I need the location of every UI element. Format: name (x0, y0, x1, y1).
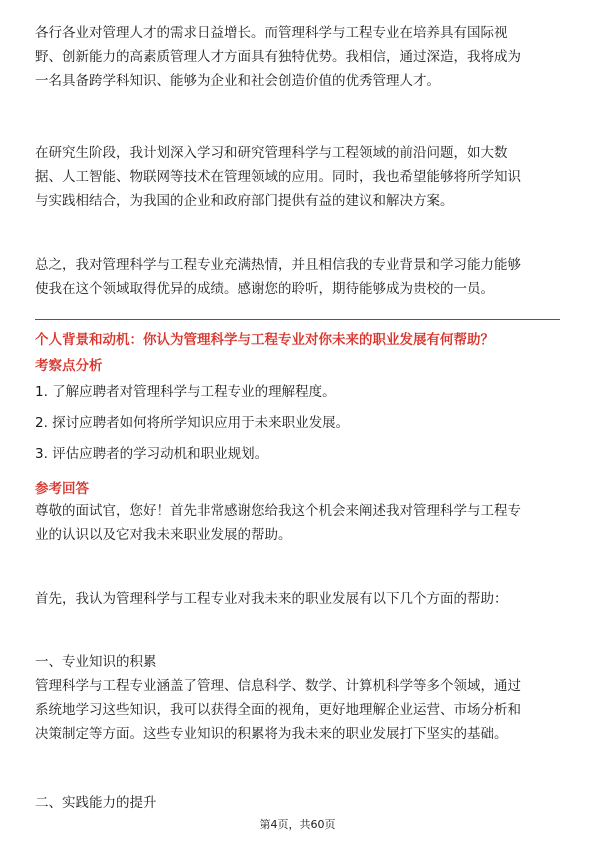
analysis-list (35, 380, 562, 466)
list-item: 3. 评估应聘者的学习动机和职业规划。 (35, 446, 269, 462)
text-line: 与实践相结合，为我国的企业和政府部门提供有益的建议和解决方案。 (35, 193, 454, 209)
section-1-paragraph (35, 674, 562, 746)
text-line: 总之，我对管理科学与工程专业充满热情，并且相信我的专业背景和学习能力能够 (35, 257, 521, 273)
answer-paragraph-1 (35, 499, 562, 547)
text-line: 在研究生阶段，我计划深入学习和研究管理科学与工程领域的前沿问题，如大数 (35, 145, 508, 161)
text-line: 系统地学习这些知识，我可以获得全面的视角，更好地理解企业运营、市场分析和 (35, 702, 521, 718)
page-number: 第4页，共60页 (259, 818, 336, 831)
answer-paragraph-2: 首先，我认为管理科学与工程专业对我未来的职业发展有以下几个方面的帮助： (35, 591, 508, 607)
text-line: 尊敬的面试官，您好！首先非常感谢您给我这个机会来阐述我对管理科学与工程专 (35, 503, 521, 519)
text-line: 据、人工智能、物联网等技术在管理领域的应用。同时，我也希望能够将所学知识 (35, 169, 521, 185)
section-2-heading: 二、实践能力的提升 (35, 795, 157, 811)
intro-paragraph-2 (35, 141, 562, 213)
text-line: 一名具备跨学科知识、能够为企业和社会创造价值的优秀管理人才。 (35, 73, 440, 89)
list-item: 2. 探讨应聘者如何将所学知识应用于未来职业发展。 (35, 415, 350, 431)
text-line: 管理科学与工程专业涵盖了管理、信息科学、数学、计算机科学等多个领域，通过 (35, 678, 521, 694)
text-line: 业的认识以及它对我未来职业发展的帮助。 (35, 527, 292, 543)
list-item: 1. 了解应聘者对管理科学与工程专业的理解程度。 (35, 384, 336, 400)
question-heading: 个人背景和动机：你认为管理科学与工程专业对你未来的职业发展有何帮助？ (35, 332, 494, 348)
text-line: 各行各业对管理人才的需求日益增长。而管理科学与工程专业在培养具有国际视 (35, 25, 508, 41)
text-line: 野、创新能力的高素质管理人才方面具有独特优势。我相信，通过深造，我将成为 (35, 49, 521, 65)
text-line: 决策制定等方面。这些专业知识的积累将为我未来的职业发展打下坚实的基础。 (35, 726, 508, 742)
intro-paragraph-3 (35, 253, 562, 301)
text-line: 使我在这个领域取得优异的成绩。感谢您的聆听，期待能够成为贵校的一员。 (35, 281, 494, 297)
section-1-heading: 一、专业知识的积累 (35, 654, 157, 670)
analysis-heading: 考察点分析 (35, 358, 103, 374)
intro-paragraph-1 (35, 21, 562, 93)
section-divider (35, 319, 560, 320)
answer-heading: 参考回答 (35, 481, 89, 497)
